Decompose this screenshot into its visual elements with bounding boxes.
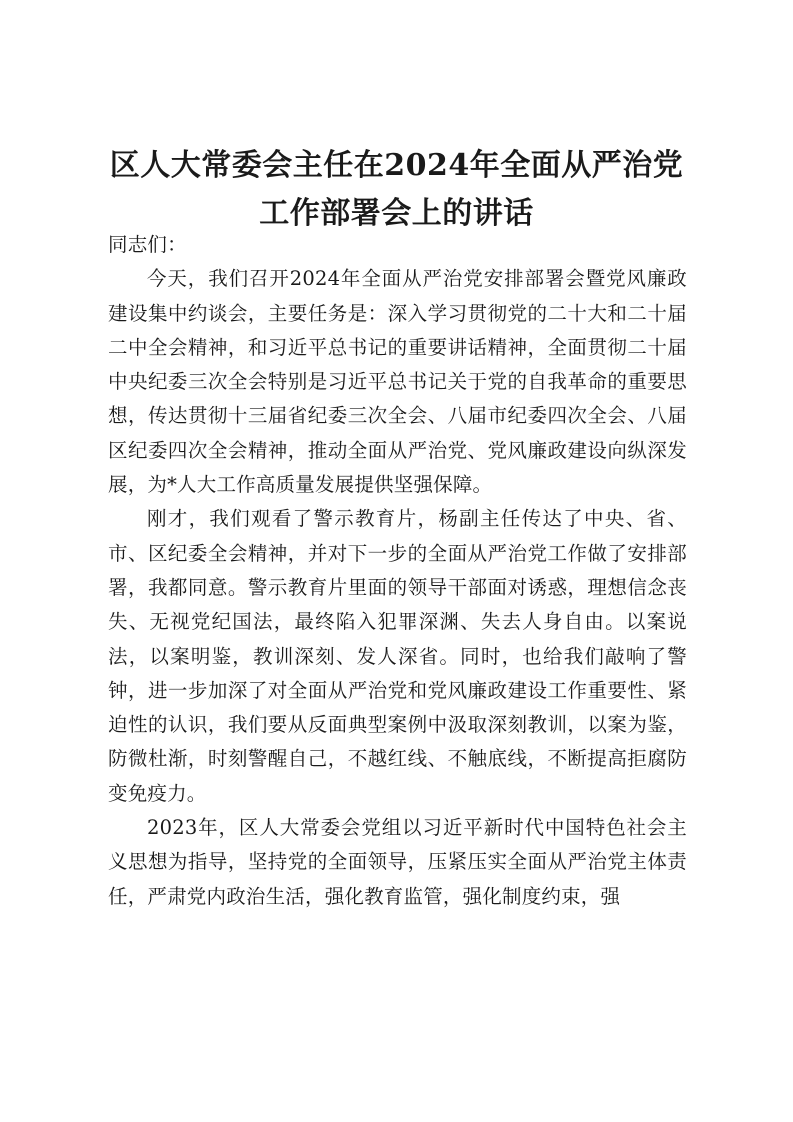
document-title: 区人大常委会主任在2024年全面从严治党工作部署会上的讲话 bbox=[109, 148, 684, 231]
body-paragraph: 今天，我们召开2024年全面从严治党安排部署会暨党风廉政建设集中约谈会，主要任务是：深入学习贯彻党的二十大和二十届二中全会精神，和习近平总书记的重要讲话精神，全面贯彻二十届中央纪委三次全会特别是习近平总书记关于党的自我革命的重要思想，传达贯彻十三届省纪委三次全会、八届市纪委四次全会、八届区纪委四次全会精神，推动全面从严治党、党风廉政建设向纵深发展，为*人大工作高质量发展提供坚强保障。 bbox=[108, 267, 687, 497]
body-paragraph: 2023年，区人大常委会党组以习近平新时代中国特色社会主义思想为指导，坚持党的全面领导，压紧压实全面从严治党主体责任，严肃党内政治生活，强化教育监管，强化制度约束，强 bbox=[108, 816, 687, 908]
salutation: 同志们： bbox=[108, 233, 187, 256]
document-body bbox=[108, 228, 687, 914]
body-paragraph: 刚才，我们观看了警示教育片，杨副主任传达了中央、省、市、区纪委全会精神，并对下一步的全面从严治党工作做了安排部署，我都同意。警示教育片里面的领导干部面对诱惑，理想信念丧失、无视党纪国法，最终陷入犯罪深渊、失去人身自由。以案说法，以案明鉴，教训深刻、发人深省。同时，也给我们敲响了警钟，进一步加深了对全面从严治党和党风廉政建设工作重要性、紧迫性的认识，我们要从反面典型案例中汲取深刻教训，以案为鉴，防微杜渐，时刻警醒自己，不越红线、不触底线，不断提高拒腐防变免疫力。 bbox=[108, 507, 687, 805]
